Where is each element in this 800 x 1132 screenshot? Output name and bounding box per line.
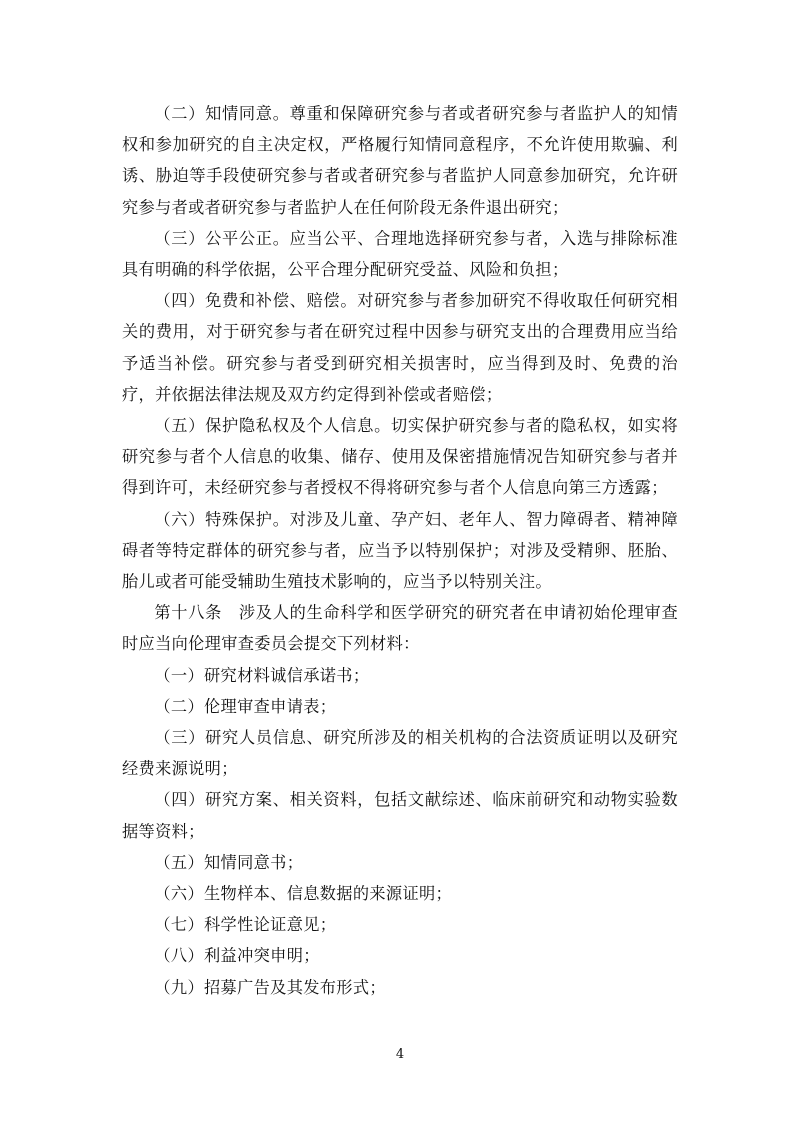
paragraph-informed-consent: （二）知情同意。尊重和保障研究参与者或者研究参与者监护人的知情权和参加研究的自主决定权，严格履行知情同意程序，不允许使用欺骗、利诱、胁迫等手段使研究参与者或者研究参与者监护人同意参加研究，允许研究参与者或者研究参与者监护人在任何阶段无条件退出研究； <box>122 104 678 217</box>
paragraph-free-and-compensation: （四）免费和补偿、赔偿。对研究参与者参加研究不得收取任何研究相关的费用，对于研究参与者在研究过程中因参与研究支出的合理费用应当给予适当补偿。研究参与者受到研究相关损害时，应当得到及时、免费的治疗，并依据法律法规及双方约定得到补偿或者赔偿； <box>122 291 678 404</box>
list-item-researcher-info: （三）研究人员信息、研究所涉及的相关机构的合法资质证明以及研究经费来源说明； <box>122 728 678 779</box>
list-item-integrity-commitment: （一）研究材料诚信承诺书； <box>154 665 370 685</box>
document-body <box>122 98 678 1003</box>
list-item-scientific-review: （七）科学性论证意见； <box>154 915 337 935</box>
paragraph-fairness: （三）公平公正。应当公平、合理地选择研究参与者，入选与排除标准具有明确的科学依据，公平合理分配研究受益、风险和负担； <box>122 228 678 280</box>
list-item-consent-form: （五）知情同意书； <box>154 852 304 872</box>
paragraph-privacy-protection: （五）保护隐私权及个人信息。切实保护研究参与者的隐私权，如实将研究参与者个人信息的收集、储存、使用及保密措施情况告知研究参与者并得到许可，未经研究参与者授权不得将研究参与者个人信息向第三方透露； <box>122 416 678 498</box>
list-item-research-protocol: （四）研究方案、相关资料，包括文献综述、临床前研究和动物实验数据等资料； <box>122 790 678 841</box>
list-item-application-form: （二）伦理审查申请表； <box>154 696 337 716</box>
page-number: 4 <box>395 1047 405 1062</box>
list-item-sample-source: （六）生物样本、信息数据的来源证明； <box>154 884 453 904</box>
paragraph-special-protection: （六）特殊保护。对涉及儿童、孕产妇、老年人、智力障碍者、精神障碍者等特定群体的研究参与者，应当予以特别保护；对涉及受精卵、胚胎、胎儿或者可能受辅助生殖技术影响的，应当予以特别关注。 <box>122 509 678 592</box>
paragraph-article-18: 第十八条 涉及人的生命科学和医学研究的研究者在申请初始伦理审查时应当向伦理审查委员会提交下列材料： <box>122 603 678 654</box>
list-item-conflict-of-interest: （八）利益冲突申明； <box>154 946 320 966</box>
list-item-recruitment-ads: （九）招募广告及其发布形式； <box>154 977 386 997</box>
